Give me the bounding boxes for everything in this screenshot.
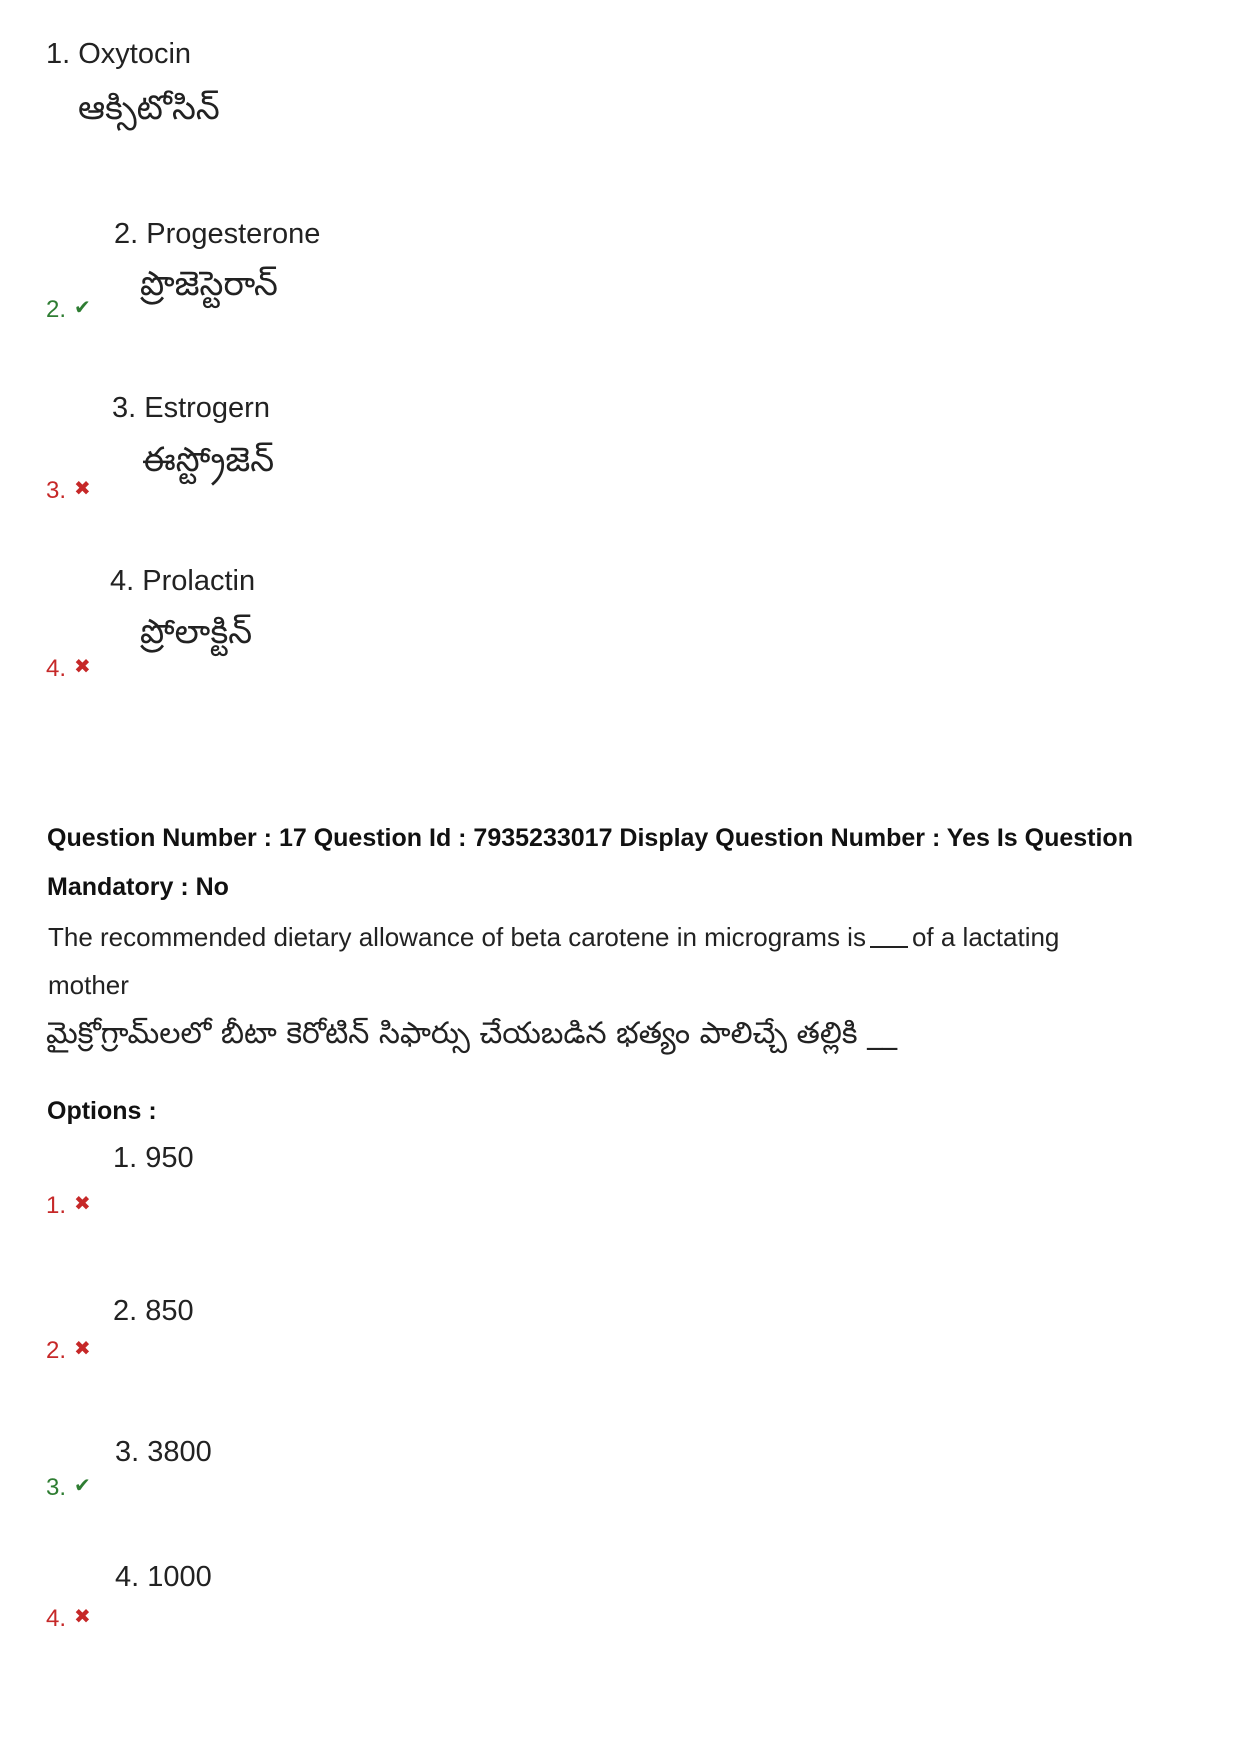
prev-option-3-text: 3. Estrogern	[112, 392, 270, 424]
prev-option-2-text: 2. Progesterone	[114, 218, 321, 250]
question-text-part-1: The recommended dietary allowance of beta carotene in micrograms is	[48, 922, 866, 952]
option-2-marker	[46, 1337, 91, 1365]
option-2-text: 2. 850	[113, 1295, 194, 1327]
question-text-part-2: of a lactating	[911, 922, 1060, 952]
option-4-marker-label: 4.	[46, 1605, 67, 1632]
question-text-english	[48, 922, 1059, 953]
prev-option-1-text: 1. Oxytocin	[46, 38, 192, 70]
option-1-marker	[46, 1192, 91, 1220]
prev-option-4-text: 4. Prolactin	[110, 565, 256, 597]
check-icon: ✔	[74, 1475, 91, 1497]
prev-option-3-marker-label: 3.	[46, 477, 67, 504]
prev-option-3-telugu: ఈస్ట్రోజెన్	[142, 440, 275, 480]
cross-icon: ✖	[74, 478, 91, 500]
question-meta-line-2: Mandatory : No	[47, 873, 229, 901]
cross-icon: ✖	[74, 1338, 91, 1360]
prev-option-3-marker	[46, 477, 91, 505]
option-1-text: 1. 950	[113, 1142, 194, 1174]
check-icon: ✔	[74, 297, 91, 319]
prev-option-2-telugu: ప్రొజెస్టెరాన్	[140, 264, 278, 304]
option-1-marker-label: 1.	[46, 1192, 67, 1219]
option-4-text: 4. 1000	[115, 1561, 212, 1593]
option-2-marker-label: 2.	[46, 1337, 67, 1364]
answer-blank	[870, 946, 908, 948]
prev-option-2-marker-label: 2.	[46, 296, 67, 323]
question-text-english-line-2: mother	[48, 970, 129, 1000]
cross-icon: ✖	[74, 656, 91, 678]
prev-option-4-marker	[46, 655, 91, 683]
option-3-marker	[46, 1474, 91, 1502]
question-meta-line-1: Question Number : 17 Question Id : 7935233017 Display Question Number : Yes Is Question	[47, 824, 1133, 852]
prev-option-2-marker	[46, 296, 91, 324]
prev-option-4-marker-label: 4.	[46, 655, 67, 682]
prev-option-1-telugu: ఆక్సిటోసిన్	[78, 88, 220, 128]
option-3-marker-label: 3.	[46, 1474, 67, 1501]
cross-icon: ✖	[74, 1193, 91, 1215]
prev-option-4-telugu: ప్రోలాక్టిన్	[140, 612, 253, 652]
option-4-marker	[46, 1605, 91, 1633]
cross-icon: ✖	[74, 1606, 91, 1628]
option-3-text: 3. 3800	[115, 1436, 212, 1468]
question-text-telugu: మైక్రోగ్రామ్‌లలో బీటా కెరోటిన్ సిఫార్సు చేయబడిన భత్యం పాలిచ్చే తల్లికి __	[46, 1016, 898, 1051]
options-label: Options :	[47, 1097, 157, 1125]
